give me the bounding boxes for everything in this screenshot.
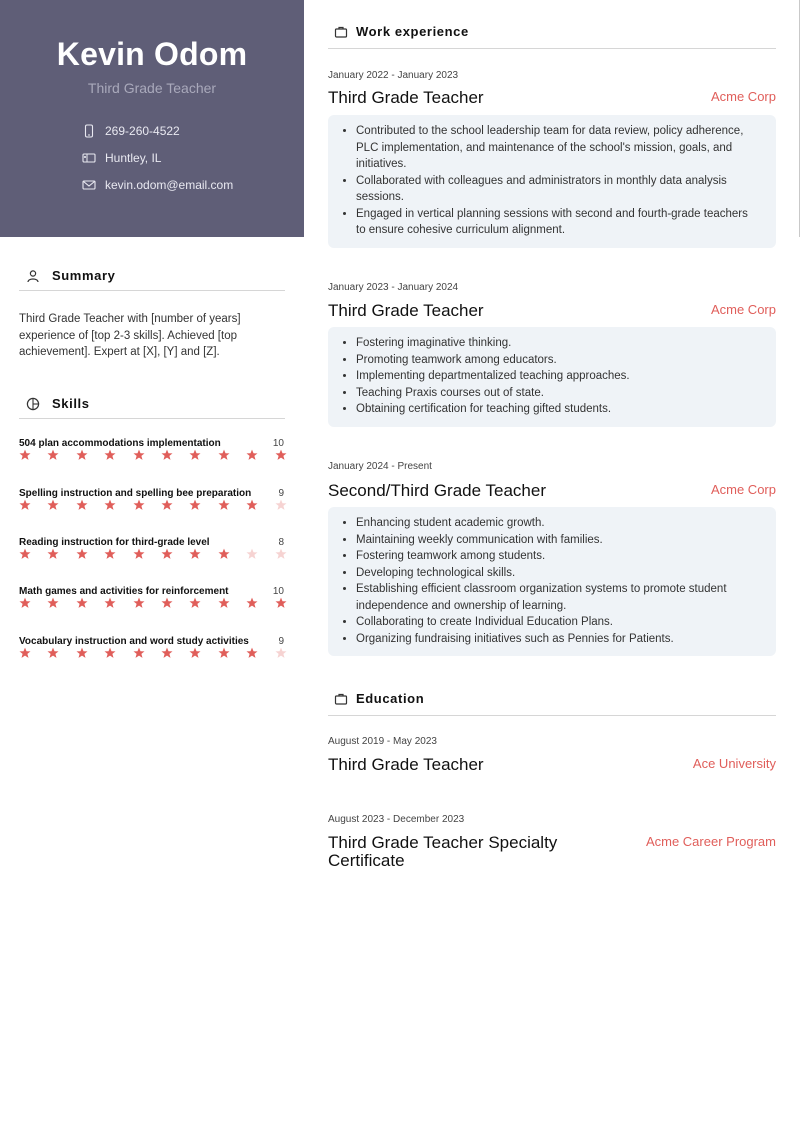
star-filled-icon (161, 499, 173, 511)
star-filled-icon (189, 647, 201, 659)
bullet-item: • Fostering imaginative thinking. (356, 335, 756, 352)
bullet-item: • Enhancing student academic growth. (356, 515, 756, 532)
job-title: Second/Third Grade Teacher (328, 481, 546, 500)
star-filled-icon (189, 548, 201, 560)
skill-score: 10 (272, 438, 284, 449)
star-empty-icon (275, 499, 287, 511)
star-filled-icon (161, 548, 173, 560)
skill-score: 9 (278, 636, 284, 647)
contact-phone (82, 124, 180, 138)
phone-number: 269-260-4522 (105, 124, 180, 138)
star-empty-icon (246, 548, 258, 560)
summary-text: Third Grade Teacher with [number of years] experience of [top 2-3 skills]. Achieved [top achievement]. Expert at [X], [Y] and [Z]. (19, 313, 241, 358)
location-icon (82, 151, 96, 165)
star-filled-icon (104, 647, 116, 659)
summary-heading-label: Summary (52, 268, 116, 283)
star-filled-icon (133, 597, 145, 609)
briefcase-icon (334, 692, 348, 706)
star-filled-icon (19, 597, 31, 609)
phone-icon (82, 124, 96, 138)
star-empty-icon (275, 548, 287, 560)
bullet-item: • Engaged in vertical planning sessions with second and fourth-grade teachers to ensure cohesive curriculum alignment. (356, 206, 756, 239)
skill-item (19, 488, 285, 499)
job-bullets (328, 327, 776, 427)
star-filled-icon (47, 449, 59, 461)
skill-name: Reading instruction for third-grade level (19, 537, 210, 548)
star-filled-icon (246, 499, 258, 511)
star-filled-icon (189, 449, 201, 461)
star-filled-icon (133, 647, 145, 659)
star-filled-icon (161, 597, 173, 609)
star-filled-icon (133, 449, 145, 461)
star-filled-icon (47, 499, 59, 511)
star-filled-icon (19, 499, 31, 511)
star-filled-icon (133, 499, 145, 511)
candidate-role: Third Grade Teacher (87, 80, 217, 96)
education-heading-label: Education (356, 691, 425, 706)
pie-chart-icon (26, 397, 40, 411)
star-filled-icon (218, 597, 230, 609)
skill-name: Spelling instruction and spelling bee preparation (19, 488, 252, 499)
skill-item (19, 586, 285, 597)
star-filled-icon (19, 449, 31, 461)
bullet-item: • Maintaining weekly communication with families. (356, 532, 756, 549)
location-text: Huntley, IL (105, 151, 162, 165)
job-bullets (328, 507, 776, 656)
skill-score: 9 (278, 488, 284, 499)
skill-name: Math games and activities for reinforcement (19, 586, 229, 597)
job-dates: January 2024 - Present (328, 461, 432, 472)
star-filled-icon (104, 548, 116, 560)
education-school: Ace University (692, 756, 776, 771)
job-title: Third Grade Teacher (328, 88, 484, 107)
job-bullets (328, 115, 776, 248)
work-experience-heading (328, 15, 776, 49)
star-filled-icon (133, 548, 145, 560)
star-filled-icon (161, 647, 173, 659)
star-filled-icon (47, 597, 59, 609)
bullet-item: • Implementing departmentalized teaching approaches. (356, 368, 756, 385)
bullet-item: • Fostering teamwork among students. (356, 548, 756, 565)
education-dates: August 2019 - May 2023 (328, 736, 437, 747)
skill-name: 504 plan accommodations implementation (19, 438, 221, 449)
star-empty-icon (275, 647, 287, 659)
star-filled-icon (189, 499, 201, 511)
star-filled-icon (275, 449, 287, 461)
star-filled-icon (19, 647, 31, 659)
job-dates: January 2023 - January 2024 (328, 282, 459, 293)
skill-name: Vocabulary instruction and word study activities (19, 636, 249, 647)
skill-score: 8 (278, 537, 284, 548)
bullet-item: • Collaborated with colleagues and administrators in monthly data analysis sessions. (356, 173, 756, 206)
bullet-item: • Organizing fundraising initiatives such as Pennies for Patients. (356, 631, 756, 648)
star-filled-icon (246, 449, 258, 461)
star-filled-icon (161, 449, 173, 461)
star-filled-icon (275, 597, 287, 609)
education-heading (328, 682, 776, 716)
person-icon (26, 269, 40, 283)
star-filled-icon (104, 449, 116, 461)
star-filled-icon (76, 647, 88, 659)
job-company: Acme Corp (710, 302, 776, 317)
star-filled-icon (19, 548, 31, 560)
briefcase-icon (334, 25, 348, 39)
contact-location (82, 151, 161, 165)
star-filled-icon (76, 449, 88, 461)
profile-header (0, 0, 304, 237)
contact-email (82, 178, 233, 192)
job-dates: January 2022 - January 2023 (328, 70, 459, 81)
star-filled-icon (189, 597, 201, 609)
skills-heading (19, 389, 285, 419)
job-title: Third Grade Teacher (328, 301, 484, 320)
email-icon (82, 178, 96, 192)
summary-heading (19, 261, 285, 291)
star-filled-icon (246, 647, 258, 659)
work-heading-label: Work experience (356, 24, 469, 39)
skills-heading-label: Skills (52, 396, 90, 411)
skill-item (19, 537, 285, 548)
job-company: Acme Corp (710, 482, 776, 497)
star-filled-icon (246, 597, 258, 609)
star-filled-icon (218, 499, 230, 511)
skill-rating (19, 597, 285, 611)
star-filled-icon (218, 449, 230, 461)
skill-rating (19, 548, 285, 562)
skill-rating (19, 449, 285, 463)
education-dates: August 2023 - December 2023 (328, 814, 465, 825)
star-filled-icon (76, 597, 88, 609)
education-title: Third Grade Teacher (328, 755, 484, 774)
bullet-item: • Establishing efficient classroom organization systems to promote student independence and ownership of learning. (356, 581, 756, 614)
bullet-item: • Collaborating to create Individual Education Plans. (356, 614, 756, 631)
skill-item (19, 438, 285, 449)
star-filled-icon (76, 548, 88, 560)
star-filled-icon (104, 499, 116, 511)
bullet-item: • Obtaining certification for teaching gifted students. (356, 401, 756, 418)
bullet-item: • Teaching Praxis courses out of state. (356, 385, 756, 402)
education-title: Third Grade Teacher Specialty Certificate (328, 833, 558, 870)
star-filled-icon (47, 647, 59, 659)
skill-item (19, 636, 285, 647)
bullet-item: • Promoting teamwork among educators. (356, 352, 756, 369)
email-text: kevin.odom@email.com (105, 178, 234, 192)
star-filled-icon (218, 548, 230, 560)
bullet-item: • Contributed to the school leadership team for data review, policy adherence, PLC implementation, and maintenance of the school's mission, goals, and initiatives. (356, 123, 756, 173)
skill-score: 10 (272, 586, 284, 597)
candidate-name: Kevin Odom (56, 36, 248, 72)
education-school: Acme Career Program (645, 834, 776, 849)
star-filled-icon (47, 548, 59, 560)
star-filled-icon (76, 499, 88, 511)
job-company: Acme Corp (710, 89, 776, 104)
skill-rating (19, 499, 285, 513)
star-filled-icon (104, 597, 116, 609)
bullet-item: • Developing technological skills. (356, 565, 756, 582)
skill-rating (19, 647, 285, 661)
star-filled-icon (218, 647, 230, 659)
